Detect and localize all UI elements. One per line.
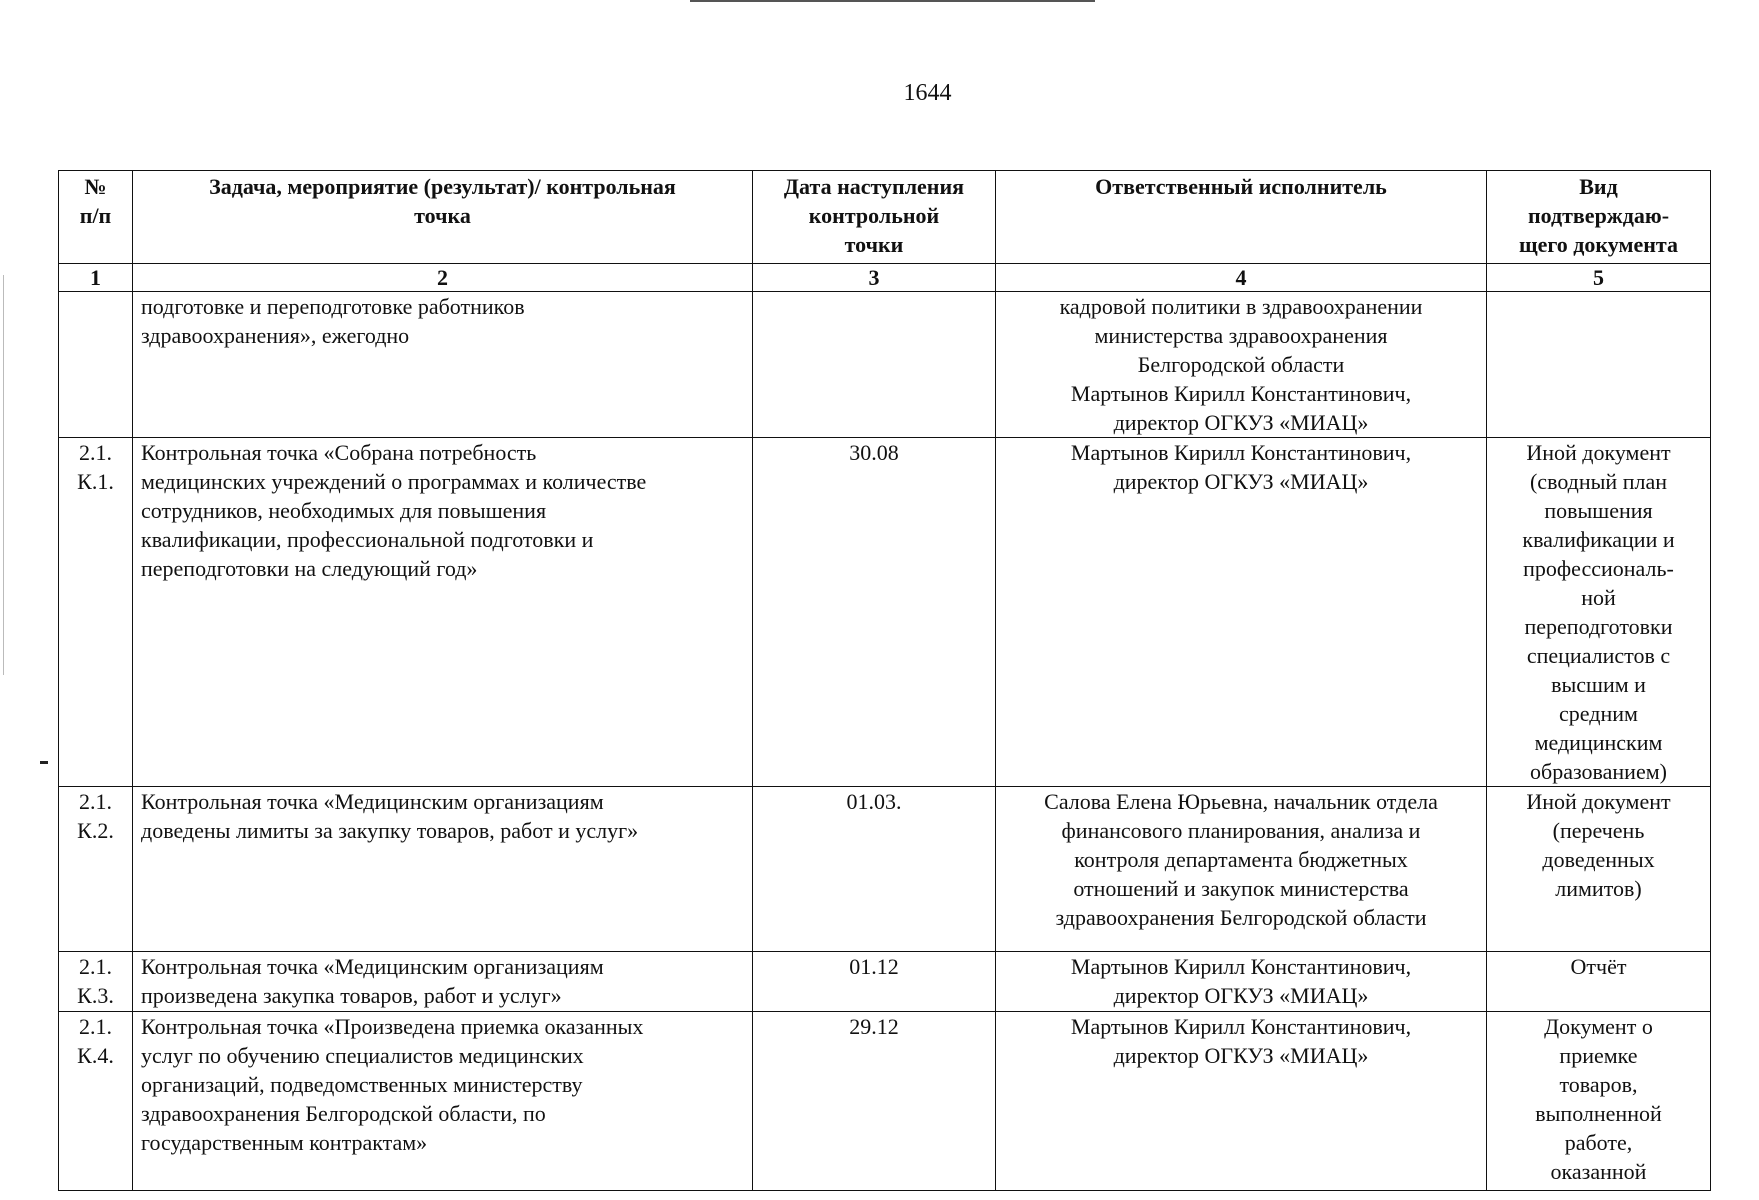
column-number: 2 (133, 264, 753, 292)
header-date: Дата наступления контрольной точки (753, 171, 996, 264)
row-responsible: Мартынов Кирилл Константинович, директор ОГКУЗ «МИАЦ» (996, 1012, 1487, 1191)
row-date: 01.03. (753, 787, 996, 952)
table-row (59, 292, 1711, 438)
row-document: Отчёт (1487, 952, 1711, 1012)
row-date: 01.12 (753, 952, 996, 1012)
header-num: № п/п (59, 171, 133, 264)
row-document (1487, 292, 1711, 438)
column-number-row (59, 264, 1711, 292)
page-number: 1644 (903, 80, 952, 106)
row-task: подготовке и переподготовке работников здравоохранения», ежегодно (133, 292, 753, 438)
row-responsible: кадровой политики в здравоохранении министерства здравоохранения Белгородской области Мартынов Кирилл Константинович, директор ОГКУЗ «МИАЦ» (996, 292, 1487, 438)
row-document: Документ о приемке товаров, выполненной работе, оказанной (1487, 1012, 1711, 1191)
control-points-table (58, 170, 1711, 1191)
row-number: 2.1. К.4. (59, 1012, 133, 1191)
row-number: 2.1. К.1. (59, 438, 133, 787)
row-task: Контрольная точка «Произведена приемка оказанных услуг по обучению специалистов медицинских организаций, подведомственных министерству здравоохранения Белгородской области, по государственным контрактам» (133, 1012, 753, 1191)
top-rule (690, 0, 1095, 2)
table-row (59, 438, 1711, 787)
row-task: Контрольная точка «Медицинским организациям произведена закупка товаров, работ и услуг» (133, 952, 753, 1012)
row-responsible: Салова Елена Юрьевна, начальник отдела финансового планирования, анализа и контроля департамента бюджетных отношений и закупок министерства здравоохранения Белгородской области (996, 787, 1487, 952)
column-number: 4 (996, 264, 1487, 292)
row-number (59, 292, 133, 438)
row-responsible: Мартынов Кирилл Константинович, директор ОГКУЗ «МИАЦ» (996, 952, 1487, 1012)
row-date: 29.12 (753, 1012, 996, 1191)
row-number: 2.1. К.3. (59, 952, 133, 1012)
table-row (59, 952, 1711, 1012)
column-number: 3 (753, 264, 996, 292)
column-number: 1 (59, 264, 133, 292)
row-document: Иной документ (перечень доведенных лимитов) (1487, 787, 1711, 952)
header-task: Задача, мероприятие (результат)/ контрольная точка (133, 171, 753, 264)
row-task: Контрольная точка «Собрана потребность медицинских учреждений о программах и количестве сотрудников, необходимых для повышения квалификации, профессиональной подготовки и переподготовки на следующий год» (133, 438, 753, 787)
table-row (59, 787, 1711, 952)
header-row (59, 171, 1711, 264)
row-responsible: Мартынов Кирилл Константинович, директор ОГКУЗ «МИАЦ» (996, 438, 1487, 787)
row-date (753, 292, 996, 438)
row-number: 2.1. К.2. (59, 787, 133, 952)
header-responsible: Ответственный исполнитель (996, 171, 1487, 264)
column-number: 5 (1487, 264, 1711, 292)
header-document: Вид подтверждаю- щего документа (1487, 171, 1711, 264)
row-task: Контрольная точка «Медицинским организациям доведены лимиты за закупку товаров, работ и услуг» (133, 787, 753, 952)
table-row (59, 1012, 1711, 1191)
row-document: Иной документ (сводный план повышения квалификации и профессиональ- ной переподготовки специалистов с высшим и средним медицинским образованием) (1487, 438, 1711, 787)
scan-edge-line (3, 275, 4, 675)
margin-tick-mark (40, 761, 48, 764)
row-date: 30.08 (753, 438, 996, 787)
